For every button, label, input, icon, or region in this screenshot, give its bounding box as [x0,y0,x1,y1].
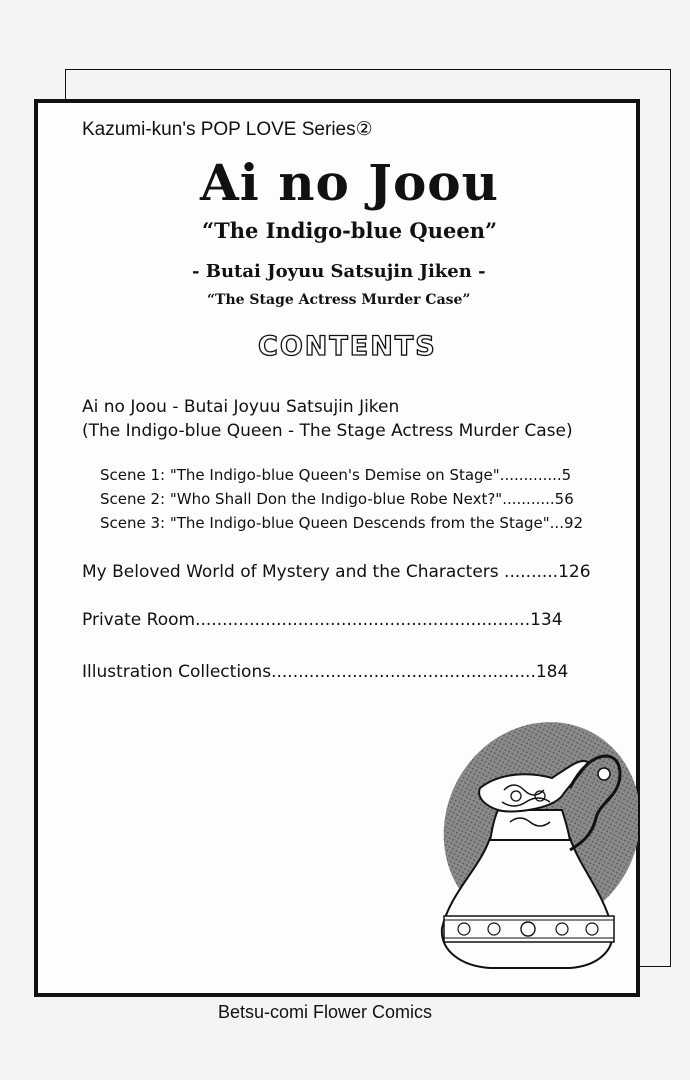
case-subtitle: “The Stage Actress Murder Case” [207,292,471,308]
book-title: Ai no Joou [200,153,500,212]
story-title-line-1: Ai no Joou - Butai Joyuu Satsujin Jiken [82,397,400,417]
series-label: Kazumi-kun's POP LOVE Series② [82,119,373,140]
pitcher-illustration [420,718,638,970]
book-subtitle: “The Indigo-blue Queen” [202,218,498,243]
case-title: - Butai Joyuu Satsujin Jiken - [192,261,486,282]
story-title [82,395,573,443]
story-title-line-2: (The Indigo-blue Queen - The Stage Actress Murder Case) [82,421,573,441]
toc-scene-1: Scene 1: "The Indigo-blue Queen's Demise on Stage".............5 [100,466,572,484]
toc-entry-illustration-collections: Illustration Collections.................................................184 [82,662,569,682]
pitcher-neck [490,810,570,840]
toc-entry-mystery-world: My Beloved World of Mystery and the Characters ..........126 [82,562,591,582]
toc-scene-3: Scene 3: "The Indigo-blue Queen Descends from the Stage"...92 [100,514,584,532]
toc-scene-2: Scene 2: "Who Shall Don the Indigo-blue Robe Next?"...........56 [100,490,574,508]
toc-entry-private-room: Private Room..............................................................134 [82,610,563,630]
publisher-footer: Betsu-comi Flower Comics [218,1002,433,1022]
contents-heading: CONTENTS [258,331,437,362]
